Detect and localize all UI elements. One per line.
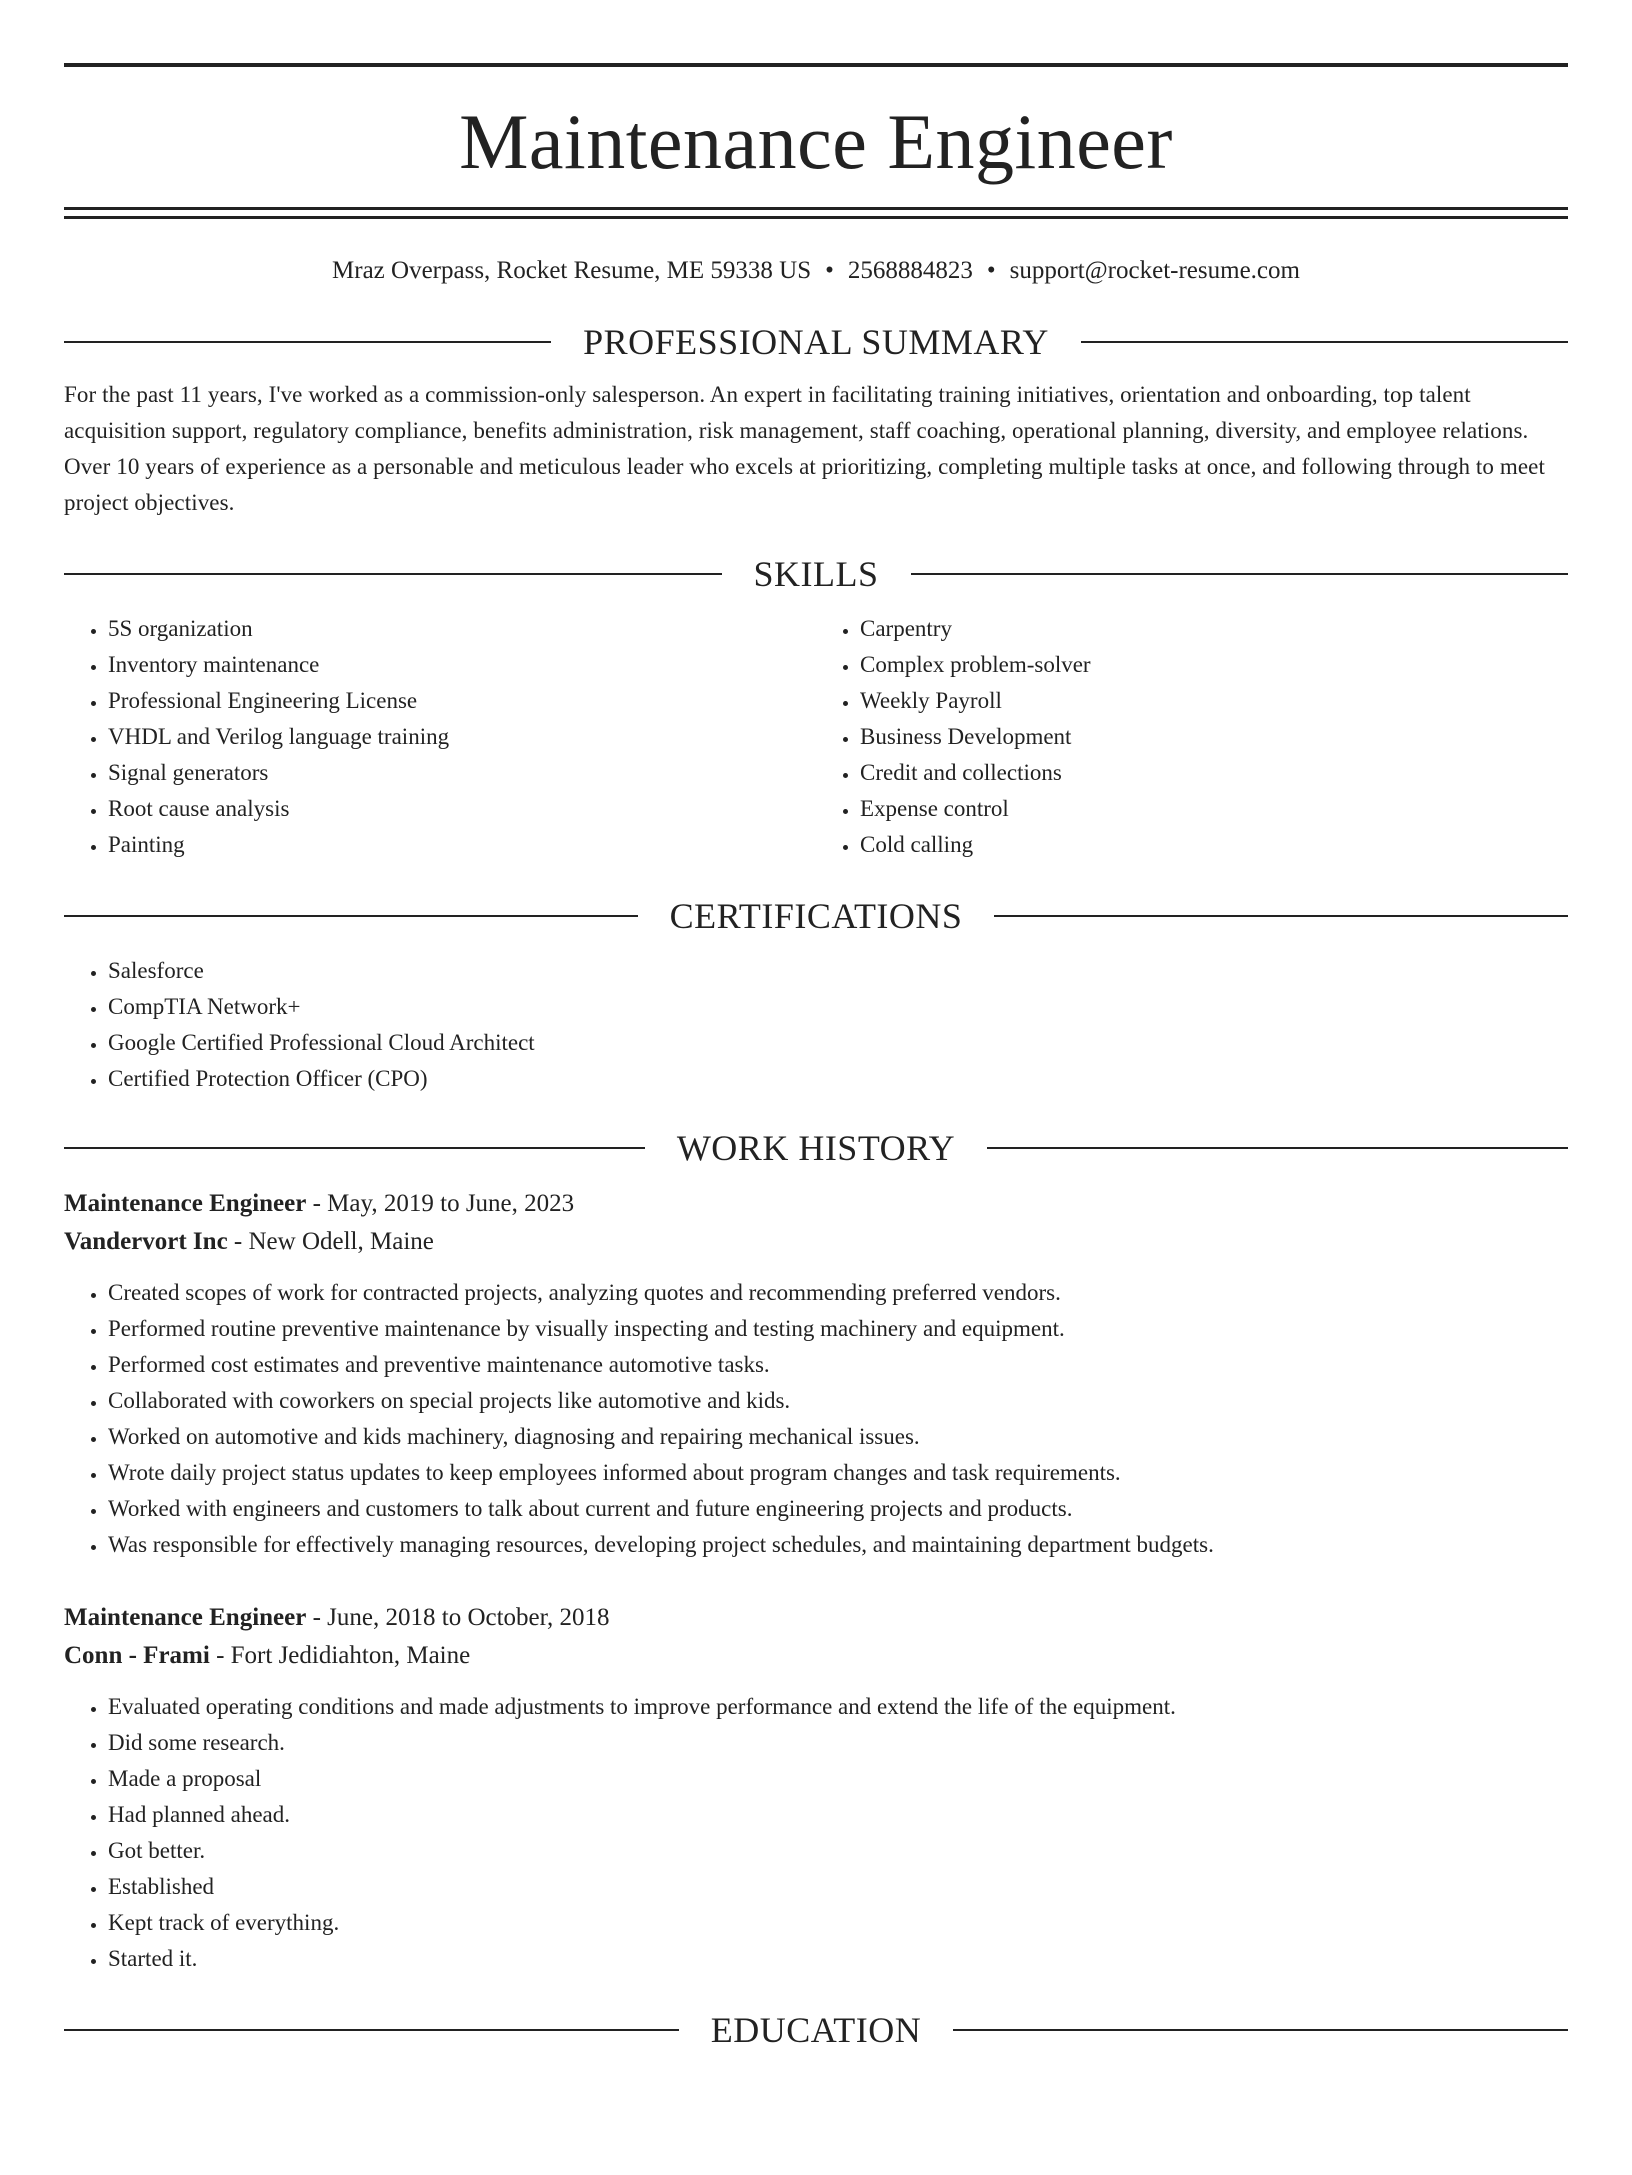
job-bullet: • Started it. [108,1941,1568,1977]
section-header-education [64,2005,1568,2055]
skill-item: • Weekly Payroll [860,683,1568,719]
job-company-line [64,1223,1568,1261]
resume-page [0,63,1632,2175]
summary-text: For the past 11 years, I've worked as a commission-only salesperson. An expert in facilitating training initiatives, orientation and onboarding, top talent acquisition support, regulatory compliance, benefits administration, risk management, staff coaching, operational planning, diversity, and employee relations. Over 10 years of experience as a personable and meticulous leader who excels at prioritizing, completing multiple tasks at once, and following through to meet project objectives. [64,382,1545,515]
job-bullet: • Performed cost estimates and preventive maintenance automotive tasks. [108,1347,1568,1383]
job-role: Maintenance Engineer [64,1604,307,1631]
skill-item: • 5S organization [108,611,816,647]
job-bullet: • Did some research. [108,1725,1568,1761]
title-double-rule [64,207,1568,219]
section-header-work-history [64,1123,1568,1173]
skill-item: • Painting [108,827,816,863]
job-entry [64,1185,1568,1563]
top-rule [64,63,1568,67]
job-bullet: • Kept track of everything. [108,1905,1568,1941]
skills-list [64,611,1568,863]
skill-item: • Expense control [860,791,1568,827]
job-bullet: • Established [108,1869,1568,1905]
job-role-line [64,1185,1568,1223]
job-bullet: • Was responsible for effectively managing resources, developing project schedules, and maintaining department budgets. [108,1527,1568,1563]
job-entry [64,1599,1568,1977]
job-dates: - May, 2019 to June, 2023 [306,1190,575,1217]
skill-item: • Business Development [860,719,1568,755]
job-bullet: • Performed routine preventive maintenance by visually inspecting and testing machinery and equipment. [108,1311,1568,1347]
certifications-list [64,953,1568,1097]
job-bullet: • Made a proposal [108,1761,1568,1797]
skill-item: • VHDL and Verilog language training [108,719,816,755]
job-bullet: • Created scopes of work for contracted projects, analyzing quotes and recommending preferred vendors. [108,1275,1568,1311]
skill-item: • Inventory maintenance [108,647,816,683]
skill-item: • Cold calling [860,827,1568,863]
contact-email: support@rocket-resume.com [1009,257,1300,284]
skill-item: • Root cause analysis [108,791,816,827]
section-header-skills [64,549,1568,599]
contact-address: Mraz Overpass, Rocket Resume, ME 59338 US [332,257,812,284]
job-bullet: • Had planned ahead. [108,1797,1568,1833]
certification-item: • CompTIA Network+ [108,989,1568,1025]
skill-item: • Professional Engineering License [108,683,816,719]
job-role: Maintenance Engineer [64,1190,307,1217]
skill-item: • Carpentry [860,611,1568,647]
section-title: SKILLS [753,554,879,594]
job-dates: - June, 2018 to October, 2018 [306,1604,610,1631]
certification-item: • Salesforce [108,953,1568,989]
job-company: Conn - Frami [64,1642,210,1669]
skill-item: • Complex problem-solver [860,647,1568,683]
contact-separator: • [986,257,996,284]
section-title: WORK HISTORY [676,1128,956,1168]
job-bullet: • Worked on automotive and kids machinery, diagnosing and repairing mechanical issues. [108,1419,1568,1455]
section-title: PROFESSIONAL SUMMARY [583,322,1049,362]
job-company-line [64,1637,1568,1675]
section-title: CERTIFICATIONS [669,896,963,936]
section-title: EDUCATION [710,2010,922,2050]
job-bullet: • Worked with engineers and customers to talk about current and future engineering projects and products. [108,1491,1568,1527]
skill-item: • Credit and collections [860,755,1568,791]
job-bullets [64,1689,1568,1977]
job-bullet: • Collaborated with coworkers on special projects like automotive and kids. [108,1383,1568,1419]
job-company: Vandervort Inc [64,1228,228,1255]
contact-line [64,255,1568,287]
certification-item: • Certified Protection Officer (CPO) [108,1061,1568,1097]
job-location: - New Odell, Maine [227,1228,434,1255]
job-bullet: • Got better. [108,1833,1568,1869]
job-role-line [64,1599,1568,1637]
job-bullet: • Wrote daily project status updates to keep employees informed about program changes and task requirements. [108,1455,1568,1491]
contact-phone: 2568884823 [847,257,973,284]
contact-separator: • [825,257,834,284]
certification-item: • Google Certified Professional Cloud Architect [108,1025,1568,1061]
job-bullets [64,1275,1568,1563]
job-location: - Fort Jedidiahton, Maine [209,1642,471,1669]
page-title: Maintenance Engineer [459,98,1173,185]
section-header-summary [64,317,1568,367]
job-bullet: • Evaluated operating conditions and made adjustments to improve performance and extend the life of the equipment. [108,1689,1568,1725]
section-header-certifications [64,891,1568,941]
skill-item: • Signal generators [108,755,816,791]
